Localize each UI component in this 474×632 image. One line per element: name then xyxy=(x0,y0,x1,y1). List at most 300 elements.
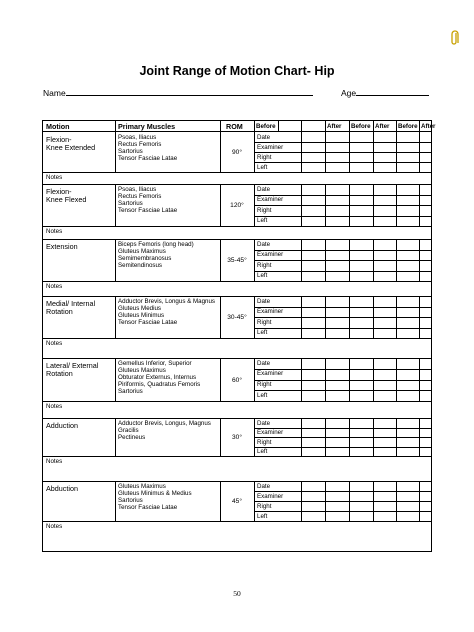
muscle-item: Biceps Femoris (long head) xyxy=(118,241,194,248)
entry-cell[interactable] xyxy=(301,328,325,339)
column-divider xyxy=(220,184,221,226)
entry-cell[interactable] xyxy=(301,184,325,195)
entry-cell[interactable] xyxy=(396,317,419,328)
entry-cell[interactable] xyxy=(419,380,433,391)
muscle-item: Semitendinosus xyxy=(118,262,163,269)
entry-cell[interactable] xyxy=(396,447,419,457)
entry-cell[interactable] xyxy=(419,418,433,428)
muscle-item: Gluteus Maximus xyxy=(118,483,166,490)
row-label-left: Left xyxy=(257,163,268,171)
header-divider xyxy=(373,121,374,132)
motion-section xyxy=(43,481,431,553)
entry-cell[interactable] xyxy=(419,250,433,261)
row-label-left: Left xyxy=(257,217,268,224)
primary-muscles-list xyxy=(118,134,220,162)
column-divider xyxy=(220,481,221,521)
row-label-date: Date xyxy=(257,185,271,193)
muscle-item: Sartorius xyxy=(118,148,143,155)
rom-value: 120° xyxy=(230,202,244,209)
entry-cell[interactable] xyxy=(396,162,419,172)
entry-cell[interactable] xyxy=(373,328,396,339)
motion-section xyxy=(43,184,431,239)
entry-cell[interactable] xyxy=(373,142,396,152)
motion-section xyxy=(43,418,431,481)
entry-cell[interactable] xyxy=(373,511,396,521)
entry-cell[interactable] xyxy=(373,481,396,491)
entry-cell[interactable] xyxy=(396,428,419,438)
entry-cell[interactable] xyxy=(373,369,396,380)
entry-cell[interactable] xyxy=(373,418,396,428)
muscle-item: Tensor Fasciae Latae xyxy=(118,504,178,511)
row-label-examiner: Examiner xyxy=(257,308,284,315)
entry-cell[interactable] xyxy=(396,328,419,339)
entry-cell[interactable] xyxy=(325,369,349,380)
entry-cell[interactable] xyxy=(419,358,433,369)
entry-cell[interactable] xyxy=(396,390,419,401)
entry-cell[interactable] xyxy=(396,437,419,447)
entry-cell[interactable] xyxy=(349,205,373,216)
header-divider xyxy=(325,121,326,132)
header-divider xyxy=(254,121,255,132)
rom-value: 35-45° xyxy=(227,257,247,264)
entry-cell[interactable] xyxy=(396,296,419,307)
rom-value: 90° xyxy=(232,149,242,156)
column-divider xyxy=(115,418,116,456)
column-divider xyxy=(301,239,302,281)
muscle-item: Gluteus Minimus & Medius xyxy=(118,490,192,497)
entry-cell[interactable] xyxy=(301,142,325,152)
entry-cell[interactable] xyxy=(301,437,325,447)
entry-cell[interactable] xyxy=(349,390,373,401)
entry-cell[interactable] xyxy=(349,501,373,511)
entry-cell[interactable] xyxy=(419,481,433,491)
entry-cell[interactable] xyxy=(325,491,349,501)
entry-cell[interactable] xyxy=(301,380,325,391)
motion-label: Flexion- Knee Flexed xyxy=(46,187,87,204)
entry-cell[interactable] xyxy=(349,184,373,195)
entry-cell[interactable] xyxy=(349,447,373,457)
notes-field[interactable] xyxy=(43,226,433,239)
entry-cell[interactable] xyxy=(419,260,433,271)
entry-cell[interactable] xyxy=(373,260,396,271)
entry-cell[interactable] xyxy=(419,195,433,206)
entry-cell[interactable] xyxy=(301,511,325,521)
motion-section xyxy=(43,296,431,358)
row-label-left: Left xyxy=(257,512,268,520)
entry-cell[interactable] xyxy=(396,152,419,162)
entry-cell[interactable] xyxy=(396,369,419,380)
entry-cell[interactable] xyxy=(301,447,325,457)
entry-cell[interactable] xyxy=(373,162,396,172)
entry-cell[interactable] xyxy=(373,250,396,261)
entry-cell[interactable] xyxy=(301,369,325,380)
entry-cell[interactable] xyxy=(419,428,433,438)
header-divider xyxy=(419,121,420,132)
muscle-item: Semimembranosus xyxy=(118,255,172,262)
entry-cell[interactable] xyxy=(373,239,396,250)
entry-cell[interactable] xyxy=(396,358,419,369)
entry-cell[interactable] xyxy=(373,501,396,511)
entry-cell[interactable] xyxy=(373,271,396,282)
entry-cell[interactable] xyxy=(419,317,433,328)
muscle-item: Psoas, Iliacus xyxy=(118,134,157,141)
entry-cell[interactable] xyxy=(373,491,396,501)
entry-cell[interactable] xyxy=(325,380,349,391)
entry-cell[interactable] xyxy=(373,358,396,369)
muscle-item: Piriformis, Quadratus Femoris xyxy=(118,381,201,388)
column-divider xyxy=(220,296,221,338)
muscle-item: Tensor Fasciae Latae xyxy=(118,319,178,326)
entry-cell[interactable] xyxy=(419,491,433,501)
entry-cell[interactable] xyxy=(349,260,373,271)
entry-cell[interactable] xyxy=(349,162,373,172)
entry-cell[interactable] xyxy=(301,390,325,401)
paperclip-icon xyxy=(450,30,459,47)
entry-cell[interactable] xyxy=(301,418,325,428)
entry-cell[interactable] xyxy=(373,437,396,447)
entry-cell[interactable] xyxy=(419,162,433,172)
entry-cell[interactable] xyxy=(301,481,325,491)
entry-cell[interactable] xyxy=(396,491,419,501)
muscle-item: Gemellus Inferior, Superior xyxy=(118,360,192,367)
entry-cell[interactable] xyxy=(325,481,349,491)
entry-cell[interactable] xyxy=(396,195,419,206)
entry-cell[interactable] xyxy=(396,271,419,282)
entry-cell[interactable] xyxy=(301,491,325,501)
entry-cell[interactable] xyxy=(301,296,325,307)
entry-cell[interactable] xyxy=(325,205,349,216)
motion-label: Abduction xyxy=(46,484,78,493)
entry-cell[interactable] xyxy=(301,260,325,271)
row-label-examiner: Examiner xyxy=(257,370,284,378)
row-label-date: Date xyxy=(257,482,271,490)
header-after: After xyxy=(375,123,390,130)
header-before: Before xyxy=(351,123,371,130)
name-field[interactable] xyxy=(66,86,313,96)
entry-cell[interactable] xyxy=(301,250,325,261)
row-label-examiner: Examiner xyxy=(257,492,284,500)
entry-cell[interactable] xyxy=(325,390,349,401)
entry-cell[interactable] xyxy=(396,216,419,227)
muscle-item: Rectus Femoris xyxy=(118,193,162,200)
column-divider xyxy=(301,358,302,401)
row-label-left: Left xyxy=(257,329,268,336)
row-label-examiner: Examiner xyxy=(257,143,284,151)
entry-cell[interactable] xyxy=(301,239,325,250)
notes-label: Notes xyxy=(46,340,63,347)
rom-value: 30-45° xyxy=(227,314,247,321)
entry-cell[interactable] xyxy=(373,428,396,438)
row-label-right: Right xyxy=(257,381,272,388)
header-divider xyxy=(349,121,350,132)
entry-cell[interactable] xyxy=(396,205,419,216)
rom-value: 30° xyxy=(232,434,242,441)
notes-label: Notes xyxy=(46,403,63,410)
entry-cell[interactable] xyxy=(325,250,349,261)
column-divider xyxy=(220,239,221,281)
entry-cell[interactable] xyxy=(349,307,373,318)
entry-cell[interactable] xyxy=(349,152,373,162)
entry-cell[interactable] xyxy=(396,239,419,250)
column-divider xyxy=(301,132,302,172)
notes-field[interactable] xyxy=(43,521,433,553)
row-label-right: Right xyxy=(257,438,272,446)
entry-cell[interactable] xyxy=(325,184,349,195)
entry-cell[interactable] xyxy=(301,162,325,172)
entry-cell[interactable] xyxy=(349,511,373,521)
entry-cell[interactable] xyxy=(396,481,419,491)
entry-cell[interactable] xyxy=(325,216,349,227)
column-divider xyxy=(115,481,116,521)
motion-label: Extension xyxy=(46,242,78,251)
entry-cell[interactable] xyxy=(419,447,433,457)
entry-cell[interactable] xyxy=(325,307,349,318)
header-divider xyxy=(220,121,221,132)
row-label-examiner: Examiner xyxy=(257,251,284,258)
row-label-left: Left xyxy=(257,448,268,455)
entry-cell[interactable] xyxy=(373,307,396,318)
entry-cell[interactable] xyxy=(349,418,373,428)
entry-cell[interactable] xyxy=(301,358,325,369)
header-motion: Motion xyxy=(46,122,70,131)
motion-label: Flexion- Knee Extended xyxy=(46,135,96,152)
header-divider xyxy=(301,121,302,132)
muscle-item: Sartorius xyxy=(118,388,143,395)
entry-cell[interactable] xyxy=(325,239,349,250)
notes-label: Notes xyxy=(46,523,63,530)
page-title: Joint Range of Motion Chart- Hip xyxy=(139,64,335,78)
header-before: Before xyxy=(256,123,276,130)
column-divider xyxy=(220,132,221,172)
entry-cell[interactable] xyxy=(419,296,433,307)
row-label-right: Right xyxy=(257,318,272,326)
name-age-line xyxy=(43,86,429,98)
entry-cell[interactable] xyxy=(325,132,349,142)
entry-cell[interactable] xyxy=(349,481,373,491)
entry-cell[interactable] xyxy=(325,152,349,162)
notes-field[interactable] xyxy=(43,281,433,296)
muscle-item: Gluteus Maximus xyxy=(118,248,166,255)
column-divider xyxy=(115,296,116,338)
entry-cell[interactable] xyxy=(349,369,373,380)
column-divider xyxy=(220,418,221,456)
muscle-item: Sartorius xyxy=(118,200,143,207)
muscle-item: Adductor Brevis, Longus, Magnus xyxy=(118,420,211,427)
notes-label: Notes xyxy=(46,228,63,235)
muscle-item: Tensor Fasciae Latae xyxy=(118,207,178,214)
entry-cell[interactable] xyxy=(325,142,349,152)
muscle-item: Psoas, Iliacus xyxy=(118,186,157,193)
entry-cell[interactable] xyxy=(325,418,349,428)
entry-cell[interactable] xyxy=(419,152,433,162)
entry-cell[interactable] xyxy=(325,317,349,328)
age-label: Age xyxy=(340,88,357,98)
entry-cell[interactable] xyxy=(325,358,349,369)
entry-cell[interactable] xyxy=(396,142,419,152)
entry-cell[interactable] xyxy=(373,205,396,216)
entry-cell[interactable] xyxy=(349,358,373,369)
entry-cell[interactable] xyxy=(396,418,419,428)
motion-section xyxy=(43,132,431,184)
entry-cell[interactable] xyxy=(349,142,373,152)
entry-cell[interactable] xyxy=(373,317,396,328)
entry-cell[interactable] xyxy=(301,307,325,318)
entry-cell[interactable] xyxy=(325,195,349,206)
muscle-item: Rectus Femoris xyxy=(118,141,162,148)
entry-cell[interactable] xyxy=(349,428,373,438)
entry-cell[interactable] xyxy=(349,250,373,261)
header-divider xyxy=(396,121,397,132)
header-before: Before xyxy=(398,123,418,130)
entry-cell[interactable] xyxy=(325,260,349,271)
column-divider xyxy=(301,481,302,521)
muscle-item: Gracilis xyxy=(118,427,139,434)
notes-field[interactable] xyxy=(43,456,433,481)
entry-cell[interactable] xyxy=(325,328,349,339)
name-label: Name xyxy=(43,88,66,98)
rom-value: 60° xyxy=(232,376,242,384)
entry-cell[interactable] xyxy=(419,142,433,152)
entry-cell[interactable] xyxy=(419,390,433,401)
entry-cell[interactable] xyxy=(396,184,419,195)
muscle-item: Sartorius xyxy=(118,497,143,504)
rom-value: 45° xyxy=(232,498,242,505)
entry-cell[interactable] xyxy=(419,369,433,380)
entry-cell[interactable] xyxy=(419,328,433,339)
entry-cell[interactable] xyxy=(301,205,325,216)
column-divider xyxy=(301,418,302,456)
entry-cell[interactable] xyxy=(349,216,373,227)
column-divider xyxy=(115,358,116,401)
entry-cell[interactable] xyxy=(325,162,349,172)
entry-cell[interactable] xyxy=(349,195,373,206)
entry-cell[interactable] xyxy=(325,428,349,438)
row-label-date: Date xyxy=(257,133,271,141)
entry-cell[interactable] xyxy=(373,380,396,391)
entry-cell[interactable] xyxy=(349,296,373,307)
entry-cell[interactable] xyxy=(396,511,419,521)
entry-cell[interactable] xyxy=(373,216,396,227)
entry-cell[interactable] xyxy=(301,501,325,511)
notes-label: Notes xyxy=(46,283,63,290)
entry-cell[interactable] xyxy=(373,447,396,457)
motion-label: Medial/ Internal Rotation xyxy=(46,299,96,316)
entry-cell[interactable] xyxy=(301,428,325,438)
entry-cell[interactable] xyxy=(373,152,396,162)
entry-cell[interactable] xyxy=(373,195,396,206)
muscle-item: Gluteus Maximus xyxy=(118,367,166,374)
entry-cell[interactable] xyxy=(419,205,433,216)
row-label-examiner: Examiner xyxy=(257,196,284,203)
header-after: After xyxy=(327,123,342,130)
notes-field[interactable] xyxy=(43,401,433,418)
primary-muscles-list xyxy=(118,360,220,395)
entry-cell[interactable] xyxy=(419,501,433,511)
entry-cell[interactable] xyxy=(419,437,433,447)
row-label-date: Date xyxy=(257,359,271,367)
entry-cell[interactable] xyxy=(301,271,325,282)
column-divider xyxy=(115,184,116,226)
entry-cell[interactable] xyxy=(419,307,433,318)
header-divider xyxy=(115,121,116,132)
row-label-examiner: Examiner xyxy=(257,429,284,436)
entry-cell[interactable] xyxy=(373,184,396,195)
row-label-date: Date xyxy=(257,297,271,305)
entry-cell[interactable] xyxy=(373,390,396,401)
entry-cell[interactable] xyxy=(396,260,419,271)
column-divider xyxy=(115,132,116,172)
row-label-right: Right xyxy=(257,206,272,214)
entry-cell[interactable] xyxy=(325,271,349,282)
entry-cell[interactable] xyxy=(301,132,325,142)
entry-cell[interactable] xyxy=(301,195,325,206)
entry-cell[interactable] xyxy=(396,380,419,391)
motion-label: Adduction xyxy=(46,421,78,430)
entry-cell[interactable] xyxy=(349,271,373,282)
entry-cell[interactable] xyxy=(373,132,396,142)
notes-field[interactable] xyxy=(43,172,433,184)
rom-chart-table xyxy=(42,120,436,552)
entry-cell[interactable] xyxy=(349,239,373,250)
page-number: 50 xyxy=(233,589,241,598)
header-rom: ROM xyxy=(226,122,243,131)
entry-cell[interactable] xyxy=(301,152,325,162)
entry-cell[interactable] xyxy=(349,437,373,447)
entry-cell[interactable] xyxy=(301,216,325,227)
entry-cell[interactable] xyxy=(396,501,419,511)
entry-cell[interactable] xyxy=(349,491,373,501)
entry-cell[interactable] xyxy=(349,328,373,339)
entry-cell[interactable] xyxy=(325,501,349,511)
entry-cell[interactable] xyxy=(419,132,433,142)
muscle-item: Gluteus Medius xyxy=(118,305,161,312)
entry-cell[interactable] xyxy=(396,307,419,318)
entry-cell[interactable] xyxy=(349,132,373,142)
row-label-date: Date xyxy=(257,240,271,248)
entry-cell[interactable] xyxy=(419,216,433,227)
motion-label: Lateral/ External Rotation xyxy=(46,361,99,378)
entry-cell[interactable] xyxy=(419,271,433,282)
entry-cell[interactable] xyxy=(349,317,373,328)
entry-cell[interactable] xyxy=(325,296,349,307)
entry-cell[interactable] xyxy=(325,437,349,447)
column-divider xyxy=(220,358,221,401)
primary-muscles-list xyxy=(118,420,220,441)
notes-field[interactable] xyxy=(43,338,433,358)
muscle-item: Pectineus xyxy=(118,434,146,441)
entry-cell[interactable] xyxy=(396,250,419,261)
motion-section xyxy=(43,239,431,296)
header-divider xyxy=(278,121,279,132)
primary-muscles-list xyxy=(118,483,220,511)
entry-cell[interactable] xyxy=(396,132,419,142)
column-divider xyxy=(301,184,302,226)
entry-cell[interactable] xyxy=(373,296,396,307)
primary-muscles-list xyxy=(118,241,220,269)
entry-cell[interactable] xyxy=(325,447,349,457)
entry-cell[interactable] xyxy=(325,511,349,521)
notes-label: Notes xyxy=(46,458,63,465)
header-primary-muscles: Primary Muscles xyxy=(118,122,176,131)
entry-cell[interactable] xyxy=(349,380,373,391)
entry-cell[interactable] xyxy=(419,511,433,521)
motion-section xyxy=(43,358,431,418)
age-field[interactable] xyxy=(356,86,429,96)
entry-cell[interactable] xyxy=(419,239,433,250)
entry-cell[interactable] xyxy=(301,317,325,328)
header-after: After xyxy=(421,123,436,130)
entry-cell[interactable] xyxy=(419,184,433,195)
